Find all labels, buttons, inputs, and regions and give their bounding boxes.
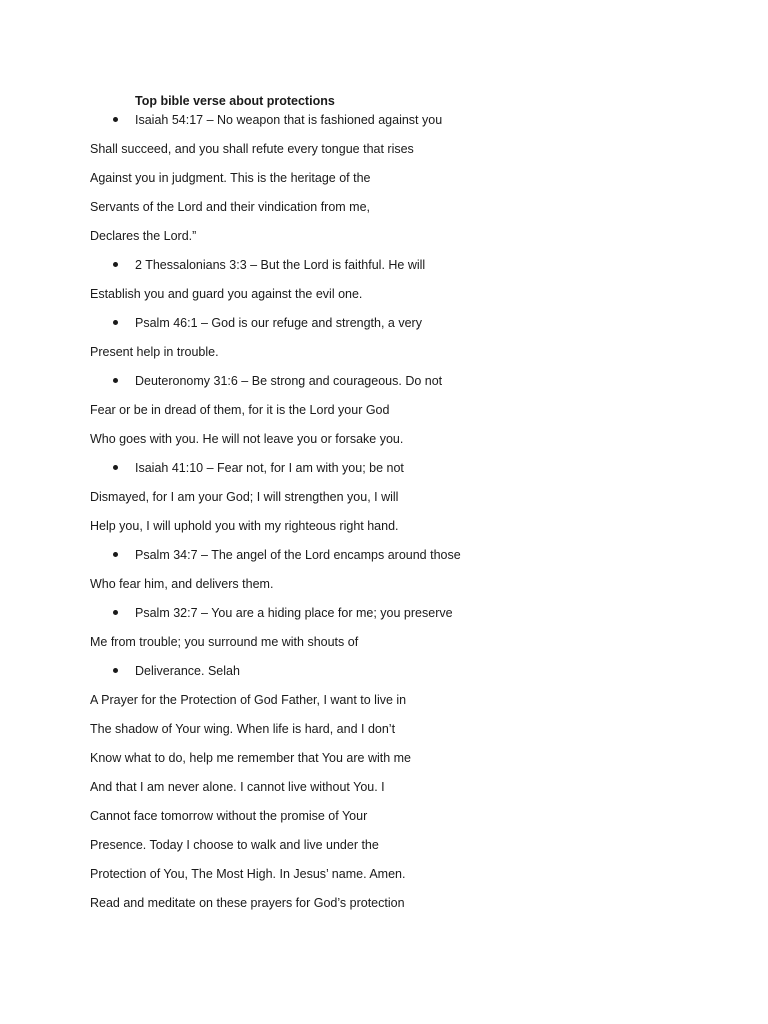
line-text: A Prayer for the Protection of God Father, I want to live in: [90, 693, 407, 707]
document-body: [0, 110, 768, 922]
line-text: Deliverance. Selah: [135, 664, 240, 678]
line-text: Psalm 34:7 – The angel of the Lord encamps around those: [135, 548, 461, 562]
text-line: [0, 168, 768, 197]
text-line: [0, 197, 768, 226]
text-line: [0, 864, 768, 893]
text-line: [0, 719, 768, 748]
line-text: Cannot face tomorrow without the promise of Your: [90, 809, 368, 823]
document-title: Top bible verse about protections: [135, 94, 335, 108]
text-line: [0, 777, 768, 806]
line-text: Shall succeed, and you shall refute every tongue that rises: [90, 142, 414, 156]
line-text: Presence. Today I choose to walk and live under the: [90, 838, 379, 852]
bullet-list-item: [0, 371, 768, 400]
line-text: Who goes with you. He will not leave you or forsake you.: [90, 432, 404, 446]
bullet-icon: [113, 320, 118, 325]
bullet-icon: [113, 552, 118, 557]
bullet-list-item: [0, 255, 768, 284]
line-text: Psalm 32:7 – You are a hiding place for me; you preserve: [135, 606, 453, 620]
line-text: Fear or be in dread of them, for it is the Lord your God: [90, 403, 390, 417]
line-text: Psalm 46:1 – God is our refuge and strength, a very: [135, 316, 422, 330]
text-line: [0, 806, 768, 835]
text-line: [0, 284, 768, 313]
text-line: [0, 487, 768, 516]
text-line: [0, 516, 768, 545]
text-line: [0, 690, 768, 719]
line-text: Isaiah 41:10 – Fear not, for I am with you; be not: [135, 461, 404, 475]
bullet-list-item: [0, 110, 768, 139]
bullet-icon: [113, 117, 118, 122]
line-text: Read and meditate on these prayers for God’s protection: [90, 896, 405, 910]
line-text: Against you in judgment. This is the heritage of the: [90, 171, 371, 185]
line-text: Present help in trouble.: [90, 345, 219, 359]
text-line: [0, 139, 768, 168]
line-text: Help you, I will uphold you with my righteous right hand.: [90, 519, 399, 533]
bullet-icon: [113, 378, 118, 383]
text-line: [0, 342, 768, 371]
text-line: [0, 400, 768, 429]
bullet-icon: [113, 610, 118, 615]
bullet-icon: [113, 668, 118, 673]
text-line: [0, 632, 768, 661]
bullet-list-item: [0, 603, 768, 632]
bullet-list-item: [0, 545, 768, 574]
line-text: Know what to do, help me remember that You are with me: [90, 751, 412, 765]
line-text: Servants of the Lord and their vindication from me,: [90, 200, 371, 214]
line-text: Who fear him, and delivers them.: [90, 577, 274, 591]
line-text: 2 Thessalonians 3:3 – But the Lord is faithful. He will: [135, 258, 426, 272]
line-text: Isaiah 54:17 – No weapon that is fashioned against you: [135, 113, 443, 127]
text-line: [0, 835, 768, 864]
text-line: [0, 893, 768, 922]
text-line: [0, 748, 768, 777]
bullet-list-item: [0, 313, 768, 342]
bullet-list-item: [0, 661, 768, 690]
bullet-icon: [113, 465, 118, 470]
text-line: [0, 429, 768, 458]
line-text: Protection of You, The Most High. In Jesus’ name. Amen.: [90, 867, 406, 881]
line-text: Declares the Lord.”: [90, 229, 197, 243]
text-line: [0, 226, 768, 255]
line-text: Dismayed, for I am your God; I will strengthen you, I will: [90, 490, 399, 504]
text-line: [0, 574, 768, 603]
line-text: The shadow of Your wing. When life is hard, and I don’t: [90, 722, 396, 736]
bullet-list-item: [0, 458, 768, 487]
line-text: And that I am never alone. I cannot live without You. I: [90, 780, 385, 794]
line-text: Deuteronomy 31:6 – Be strong and courageous. Do not: [135, 374, 443, 388]
bullet-icon: [113, 262, 118, 267]
line-text: Establish you and guard you against the evil one.: [90, 287, 363, 301]
line-text: Me from trouble; you surround me with shouts of: [90, 635, 359, 649]
